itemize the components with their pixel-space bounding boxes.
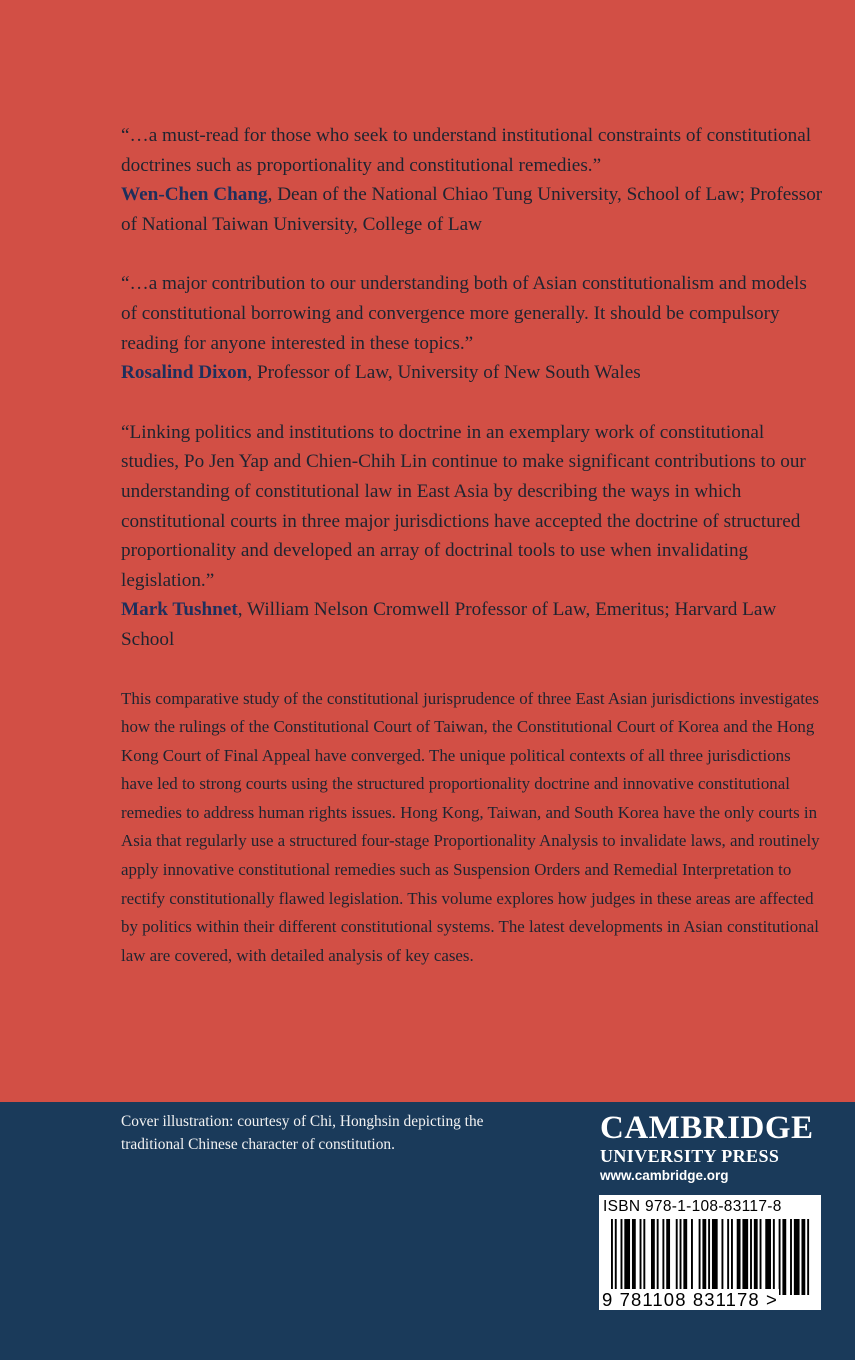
barcode-bar <box>794 1219 800 1295</box>
barcode-bar <box>676 1219 678 1295</box>
barcode-bar <box>773 1219 775 1295</box>
barcode-bars <box>611 1219 811 1295</box>
barcode-bar <box>765 1219 771 1295</box>
endorser-affiliation: , Professor of Law, University of New South Wales <box>247 362 641 384</box>
publisher-url: www.cambridge.org <box>600 1168 729 1183</box>
quote-attribution <box>121 358 826 388</box>
barcode-bar <box>807 1219 809 1295</box>
barcode-bar <box>754 1219 758 1295</box>
endorser-name: Wen-Chen Chang <box>121 184 268 206</box>
barcode-bar <box>731 1219 733 1295</box>
barcode-bar <box>760 1219 762 1295</box>
footer-band <box>0 1102 855 1360</box>
barcode-bar <box>702 1219 706 1295</box>
isbn-text: ISBN 978-1-108-83117-8 <box>603 1198 782 1215</box>
barcode-bar <box>750 1219 752 1295</box>
publisher-name: CAMBRIDGE <box>600 1110 814 1146</box>
barcode-bar <box>737 1219 741 1295</box>
barcode-bar <box>615 1219 617 1295</box>
barcode-bar <box>801 1219 805 1295</box>
barcode-bar <box>742 1219 748 1295</box>
quote-attribution <box>121 595 826 654</box>
quote-attribution <box>121 180 826 239</box>
barcode-bar <box>662 1219 664 1295</box>
barcode-bar <box>624 1219 630 1295</box>
endorsement-quote <box>121 269 826 387</box>
endorser-affiliation: , Dean of the National Chiao Tung University, School of Law; Professor of National Taiwan University, College of Law <box>121 184 823 235</box>
barcode-digits <box>601 1289 779 1311</box>
book-description: This comparative study of the constitutional jurisprudence of three East Asian jurisdictions investigates how the rulings of the Constitutional Court of Taiwan, the Constitutional Court of Korea and the Hong Kong Court of Final Appeal have converged. The unique political contexts of all three jurisdictions have led to strong courts using the structured proportionality doctrine and innovative constitutional remedies to address human rights issues. Hong Kong, Taiwan, and South Korea have the only courts in Asia that regularly use a structured four-stage Proportionality Analysis to invalidate laws, and routinely apply innovative constitutional remedies such as Suspension Orders and Remedial Interpretation to rectify constitutionally flawed legislation. This volume explores how judges in these areas are affected by politics within their different constitutional systems. The latest developments in Asian constitutional law are covered, with detailed analysis of key cases. <box>121 688 820 965</box>
endorsement-quote <box>121 418 826 655</box>
endorsement-quote <box>121 121 826 239</box>
barcode-bar <box>643 1219 645 1295</box>
barcode-bar <box>708 1219 710 1295</box>
barcode-bar <box>651 1219 655 1295</box>
barcode-bar <box>621 1219 623 1295</box>
endorser-name: Rosalind Dixon <box>121 362 248 384</box>
barcode-label <box>599 1195 821 1310</box>
barcode-bar <box>727 1219 729 1295</box>
barcode-bar <box>712 1219 718 1295</box>
barcode-bar <box>666 1219 670 1295</box>
barcode-bar <box>683 1219 687 1295</box>
barcode-bar <box>640 1219 642 1295</box>
barcode-digits-text: 9 781108 831178 > <box>602 1289 778 1310</box>
publisher-logo <box>600 1110 825 1186</box>
quote-text: “…a major contribution to our understanding both of Asian constitutionalism and models of constitutional borrowing and convergence more generally. It should be compulsory reading for anyone interested in these topics.” <box>121 273 807 354</box>
quote-text: “…a must-read for those who seek to understand institutional constraints of constitutional doctrines such as proportionality and constitutional remedies.” <box>121 125 812 176</box>
endorser-affiliation: , William Nelson Cromwell Professor of Law, Emeritus; Harvard Law School <box>121 599 777 650</box>
content-area <box>121 121 826 970</box>
barcode-bar <box>611 1219 613 1295</box>
barcode-bar <box>721 1219 723 1295</box>
cover-credit: Cover illustration: courtesy of Chi, Honghsin depicting the traditional Chinese character of constitution. <box>121 1113 484 1153</box>
quote-text: “Linking politics and institutions to doctrine in an exemplary work of constitutional studies, Po Jen Yap and Chien-Chih Lin continue to make significant contributions to our understanding of constitutional law in East Asia by describing the ways in which constitutional courts in three major jurisdictions have accepted the doctrine of structured proportionality and developed an array of doctrinal tools to use when invalidating legislation.” <box>121 421 806 591</box>
publisher-subname: UNIVERSITY PRESS <box>600 1146 780 1166</box>
barcode-bar <box>680 1219 682 1295</box>
barcode-bar <box>699 1219 701 1295</box>
barcode-bar <box>779 1219 781 1295</box>
barcode-bar <box>782 1219 786 1295</box>
barcode-bar <box>657 1219 659 1295</box>
barcode-bar <box>691 1219 693 1295</box>
barcode-bar <box>632 1219 636 1295</box>
endorser-name: Mark Tushnet <box>121 599 238 621</box>
barcode-bar <box>790 1219 792 1295</box>
